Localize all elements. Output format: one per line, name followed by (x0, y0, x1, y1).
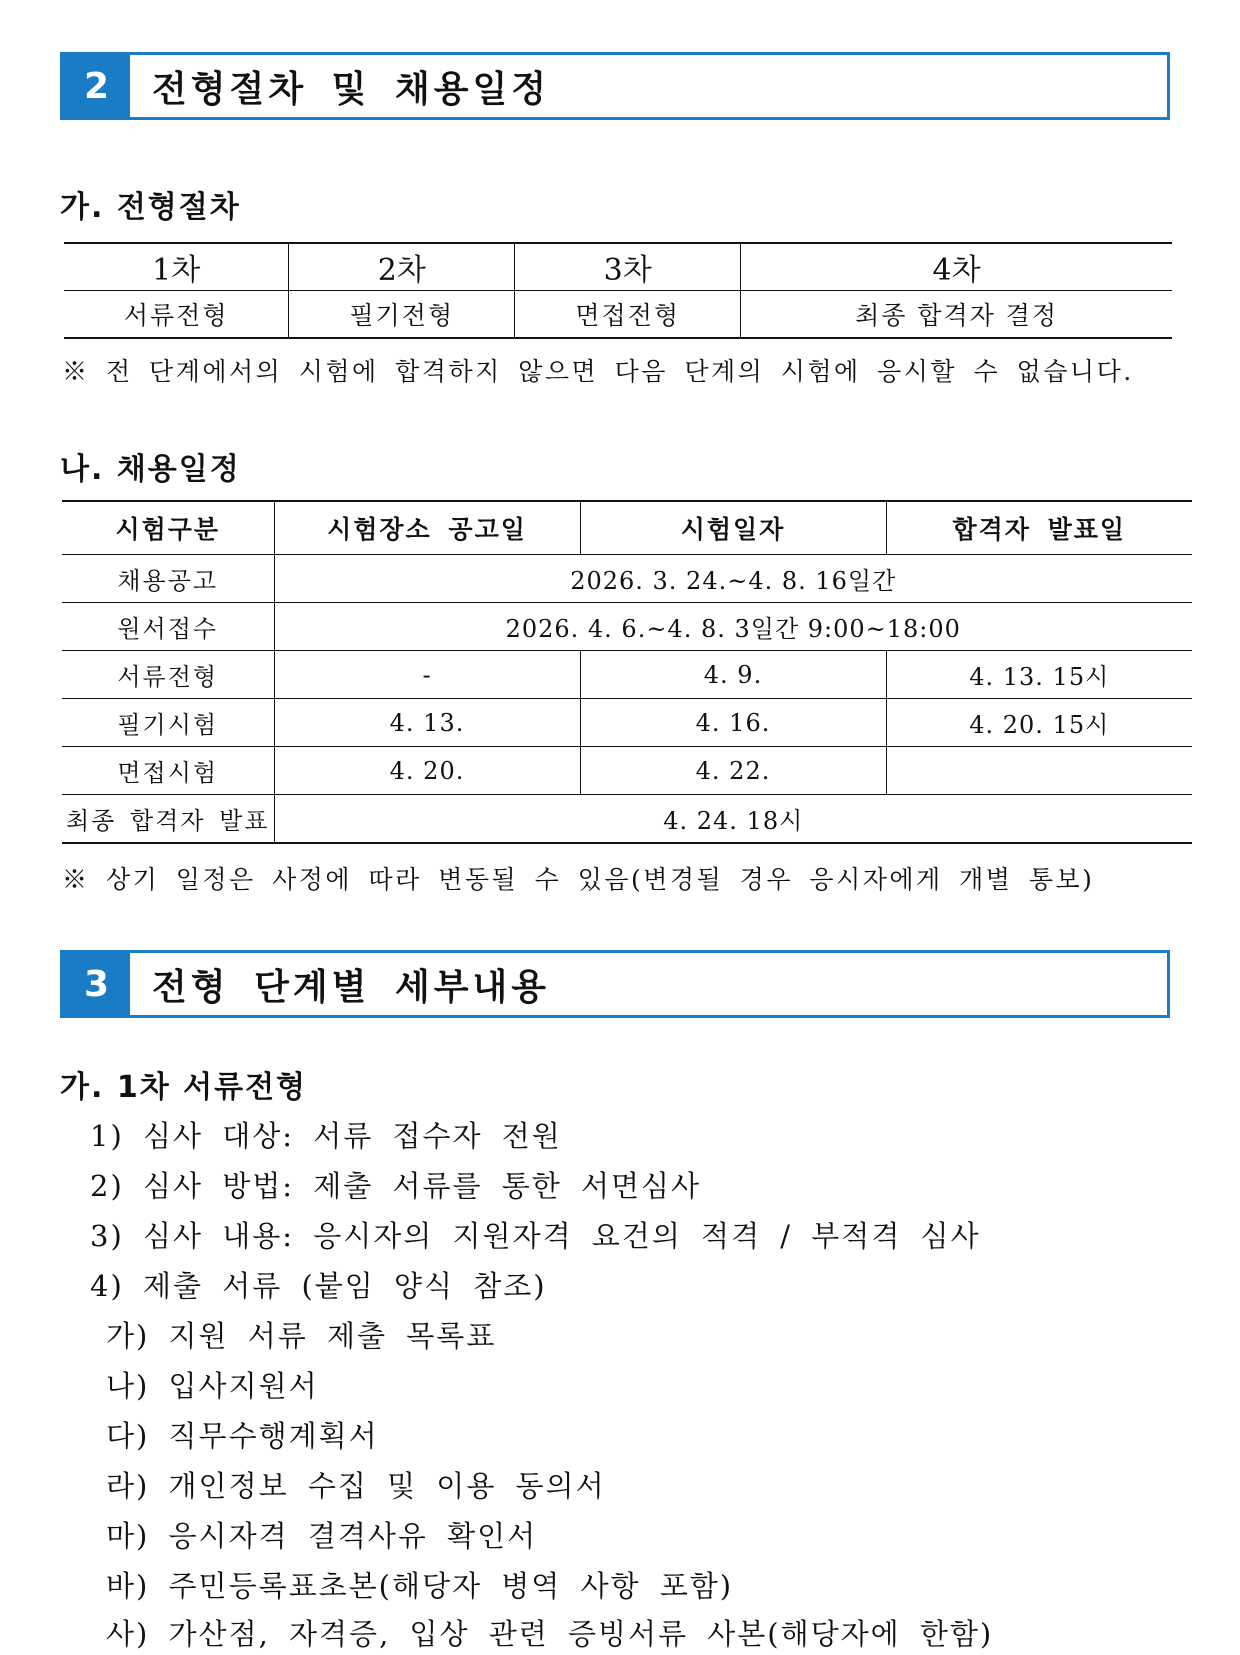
document-item: 사) 가산점, 자격증, 입상 관련 증빙서류 사본(해당자에 한함) (106, 1617, 994, 1651)
row-value: 2026. 4. 6.~4. 8. 3일간 9:00~18:00 (274, 603, 1192, 651)
schedule-header-cell: 합격자 발표일 (886, 501, 1192, 555)
list-item: 2) 심사 방법: 제출 서류를 통한 서면심사 (90, 1169, 702, 1203)
schedule-header-cell: 시험구분 (62, 501, 274, 555)
schedule-note: ※ 상기 일정은 사정에 따라 변동될 수 있음(변경될 경우 응시자에게 개별 통보) (62, 865, 1095, 894)
schedule-header-cell: 시험장소 공고일 (274, 501, 580, 555)
result-date (886, 747, 1192, 795)
stage-cell: 2차 (289, 243, 515, 291)
document-item: 바) 주민등록표초본(해당자 병역 사항 포함) (106, 1569, 734, 1603)
row-value: 2026. 3. 24.~4. 8. 16일간 (274, 555, 1192, 603)
row-label: 서류전형 (62, 651, 274, 699)
schedule-table (62, 500, 1192, 844)
table-row (62, 651, 1192, 699)
stage-cell: 4차 (741, 243, 1172, 291)
row-value: 4. 24. 18시 (274, 795, 1192, 844)
section-2-header (60, 52, 1170, 120)
section-number: 3 (63, 953, 130, 1015)
procedure-table (64, 242, 1172, 339)
row-label: 필기시험 (62, 699, 274, 747)
schedule-header-cell: 시험일자 (580, 501, 886, 555)
document-item: 나) 입사지원서 (106, 1369, 319, 1403)
section-number: 2 (63, 55, 130, 117)
document-item: 라) 개인정보 수집 및 이용 동의서 (106, 1469, 606, 1503)
exam-date: 4. 22. (580, 747, 886, 795)
stage-description: 서류전형 (123, 301, 229, 330)
list-item: 1) 심사 대상: 서류 접수자 전원 (90, 1119, 562, 1153)
document-screening-heading: 가. 1차 서류전형 (60, 1070, 308, 1105)
stage-cell: 3차 (515, 243, 741, 291)
list-item: 3) 심사 내용: 응시자의 지원자격 요건의 적격 / 부적격 심사 (90, 1219, 981, 1253)
exam-date: 4. 16. (580, 699, 886, 747)
table-row (62, 795, 1192, 844)
section-title: 전형 단계별 세부내용 (152, 966, 551, 1008)
table-row (62, 603, 1192, 651)
row-label: 최종 합격자 발표 (65, 807, 270, 835)
exam-date: 4. 9. (580, 651, 886, 699)
row-label: 면접시험 (62, 747, 274, 795)
section-title: 전형절차 및 채용일정 (152, 68, 551, 110)
procedure-note: ※ 전 단계에서의 시험에 합격하지 않으면 다음 단계의 시험에 응시할 수 없습니다. (62, 357, 1134, 386)
result-date: 4. 20. 15시 (886, 699, 1192, 747)
document-item: 마) 응시자격 결격사유 확인서 (106, 1519, 538, 1553)
result-date: 4. 13. 15시 (886, 651, 1192, 699)
venue-date: 4. 13. (274, 699, 580, 747)
list-item: 4) 제출 서류 (붙임 양식 참조) (90, 1269, 547, 1303)
row-label: 채용공고 (62, 555, 274, 603)
stage-description: 면접전형 (515, 291, 741, 339)
procedure-heading: 가. 전형절차 (60, 190, 241, 225)
table-row (62, 699, 1192, 747)
stage-description: 필기전형 (289, 291, 515, 339)
venue-date: 4. 20. (274, 747, 580, 795)
row-label: 원서접수 (62, 603, 274, 651)
venue-date: - (274, 651, 580, 699)
table-row (62, 747, 1192, 795)
section-3-header (60, 950, 1170, 1018)
document-item: 다) 직무수행계획서 (106, 1419, 379, 1453)
schedule-heading: 나. 채용일정 (60, 452, 241, 487)
stage-cell: 1차 (64, 243, 289, 291)
stage-description: 최종 합격자 결정 (741, 291, 1172, 339)
table-row (62, 555, 1192, 603)
document-item: 가) 지원 서류 제출 목록표 (106, 1319, 497, 1353)
